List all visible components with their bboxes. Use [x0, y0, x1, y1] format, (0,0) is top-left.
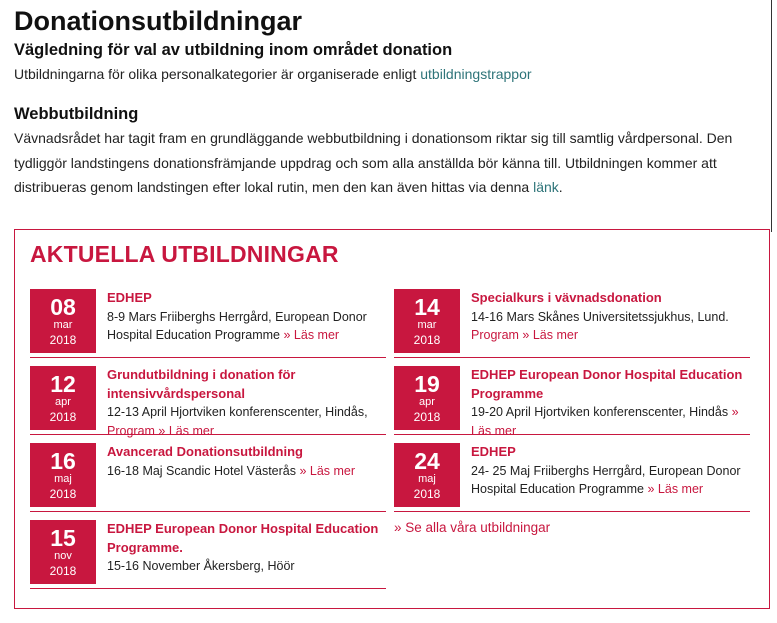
event-day: 14 — [414, 294, 440, 320]
event-description: 14-16 Mars Skånes Universitetssjukhus, Lund. — [471, 309, 729, 324]
event-title-link[interactable]: EDHEP — [471, 444, 516, 459]
web-training-link[interactable]: länk — [533, 179, 559, 195]
event-title-link[interactable]: Specialkurs i vävnadsdonation — [471, 290, 662, 305]
event-year: 2018 — [413, 487, 441, 501]
event-details — [107, 366, 389, 440]
event-details — [471, 443, 753, 499]
event-details — [107, 520, 389, 576]
event-details — [107, 289, 389, 345]
event-description: 8-9 Mars Friiberghs Herrgård, European Donor Hospital Education Programme — [107, 309, 367, 342]
event-month: maj — [54, 473, 72, 485]
page-title: Donationsutbildningar — [14, 6, 302, 36]
event-month: nov — [54, 550, 72, 562]
event-item — [30, 443, 386, 512]
event-details — [107, 443, 389, 480]
page-subtitle: Vägledning för val av utbildning inom området donation — [14, 41, 453, 59]
web-training-period: . — [558, 179, 563, 195]
event-date-badge — [30, 443, 96, 507]
event-details — [471, 366, 753, 440]
event-day: 24 — [414, 448, 440, 474]
event-item — [30, 520, 386, 589]
event-year: 2018 — [49, 333, 77, 347]
event-date-badge — [30, 520, 96, 584]
event-month: maj — [418, 473, 436, 485]
event-date-badge — [30, 289, 96, 353]
event-description: 19-20 April Hjortviken konferenscenter, Hindås — [471, 405, 729, 419]
event-description: 12-13 April Hjortviken konferenscenter, Hindås, — [107, 405, 368, 419]
event-year: 2018 — [49, 487, 77, 501]
page-border — [771, 0, 772, 232]
event-item — [30, 289, 386, 358]
event-item — [394, 289, 750, 358]
event-year: 2018 — [49, 410, 77, 424]
event-description: 24- 25 Maj Friiberghs Herrgård, European Donor Hospital Education Programme — [471, 463, 741, 496]
event-date-badge — [394, 443, 460, 507]
web-training-text: Vävnadsrådet har tagit fram en grundläggande webbutbildning i donationsom riktar sig till samtlig vårdpersonal. Den tydliggör landstingens donationsfrämjande uppdrag och som alla anställda bör känna till. Utbildningen kommer att distribueras genom landstingen efter lokal rutin, men den kan även hittas via denna — [14, 130, 733, 195]
event-title-link[interactable]: Grundutbildning i donation för intensivvårdspersonal — [107, 367, 296, 401]
web-training-heading: Webbutbildning — [14, 105, 139, 123]
read-more-link[interactable]: » Läs mer — [522, 328, 579, 342]
event-year: 2018 — [413, 410, 441, 424]
program-link[interactable]: Program — [107, 423, 155, 438]
event-item — [394, 443, 750, 512]
current-trainings-heading: AKTUELLA UTBILDNINGAR — [30, 241, 339, 267]
event-title-link[interactable]: EDHEP — [107, 290, 152, 305]
event-year: 2018 — [413, 333, 441, 347]
event-description: 16-18 Maj Scandic Hotel Västerås — [107, 463, 296, 478]
see-all-trainings-link[interactable]: » Se alla våra utbildningar — [394, 520, 551, 535]
intro-text: Utbildningarna för olika personalkategorier är organiserade enligt — [14, 66, 417, 82]
event-month: apr — [55, 396, 71, 408]
event-day: 12 — [50, 371, 76, 397]
event-title-link[interactable]: EDHEP European Donor Hospital Education Programme — [471, 367, 743, 401]
current-trainings-box — [14, 229, 770, 609]
event-details — [471, 289, 753, 345]
read-more-link[interactable]: » Läs mer — [647, 482, 704, 496]
program-link[interactable]: Program — [471, 328, 519, 342]
event-date-badge — [30, 366, 96, 430]
read-more-link[interactable]: » Läs mer — [158, 423, 215, 438]
event-day: 15 — [50, 525, 76, 551]
event-month: apr — [419, 396, 435, 408]
event-date-badge — [394, 366, 460, 430]
event-day: 08 — [50, 294, 76, 320]
event-item — [30, 366, 386, 438]
read-more-link[interactable]: » Läs mer — [283, 328, 340, 342]
event-year: 2018 — [49, 564, 77, 578]
read-more-link[interactable]: » Läs mer — [299, 463, 356, 478]
read-more-link[interactable]: » Läs mer — [471, 405, 739, 438]
event-month: mar — [417, 319, 437, 331]
event-item — [394, 366, 750, 438]
event-day: 16 — [50, 448, 76, 474]
event-title-link[interactable]: EDHEP European Donor Hospital Education Programme. — [107, 521, 379, 555]
web-training-paragraph — [14, 126, 766, 200]
intro-paragraph — [14, 66, 532, 82]
event-title-link[interactable]: Avancerad Donationsutbildning — [107, 444, 303, 459]
utbildningstrappor-link[interactable]: utbildningstrappor — [420, 66, 532, 82]
event-day: 19 — [414, 371, 440, 397]
event-date-badge — [394, 289, 460, 353]
event-description: 15-16 November Åkersberg, Höör — [107, 559, 295, 573]
event-month: mar — [53, 319, 73, 331]
